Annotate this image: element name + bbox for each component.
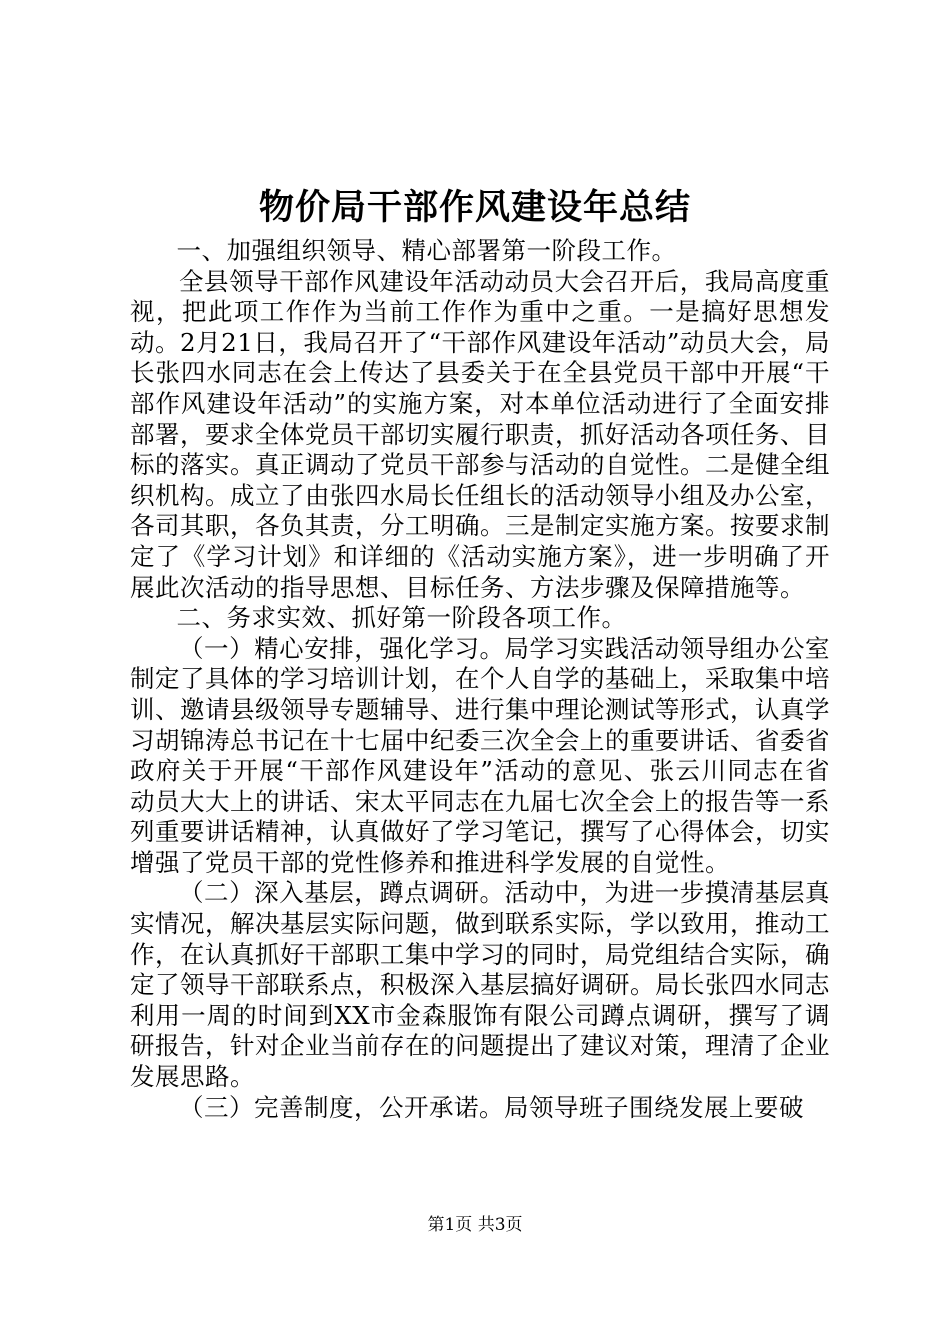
- paragraph-2: （一）精心安排，强化学习。局学习实践活动领导组办公室制定了具体的学习培训计划，在个人自学的基础上，采取集中培训、邀请县级领导专题辅导、进行集中理论测试等形式，认真学习胡锦涛总书记在十七届中纪委三次全会上的重要讲话、省委省政府关于开展“干部作风建设年”活动的意见、张云川同志在省动员大大上的讲话、宋太平同志在九届七次全会上的报告等一系列重要讲话精神，认真做好了学习笔记，撰写了心得体会，切实增强了党员干部的党性修养和推进科学发展的自觉性。: [130, 633, 830, 877]
- paragraph-4: （三）完善制度，公开承诺。局领导班子围绕发展上要破: [179, 1092, 804, 1122]
- section-heading-2: 二、务求实效、抓好第一阶段各项工作。: [176, 603, 627, 633]
- page-footer: 第1页 共3页: [427, 1215, 523, 1235]
- paragraph-3: （二）深入基层，蹲点调研。活动中，为进一步摸清基层真实情况，解决基层实际问题，做到联系实际，学以致用，推动工作，在认真抓好干部职工集中学习的同时，局党组结合实际，确定了领导干部联系点，积极深入基层搞好调研。局长张四水同志利用一周的时间到XX市金森服饰有限公司蹲点调研，撰写了调研报告，针对企业当前存在的问题提出了建议对策，理清了企业发展思路。: [130, 878, 830, 1092]
- document-body: [130, 236, 830, 1123]
- section-heading-1: 一、加强组织领导、精心部署第一阶段工作。: [176, 236, 677, 265]
- document-title: 物价局干部作风建设年总结: [258, 187, 691, 228]
- paragraph-1: 全县领导干部作风建设年活动动员大会召开后，我局高度重视，把此项工作作为当前工作作为重中之重。一是搞好思想发动。2月21日，我局召开了“干部作风建设年活动”动员大会，局长张四水同志在会上传达了县委关于在全县党员干部中开展“干部作风建设年活动”的实施方案，对本单位活动进行了全面安排部署，要求全体党员干部切实履行职责，抓好活动各项任务、目标的落实。真正调动了党员干部参与活动的自觉性。二是健全组织机构。成立了由张四水局长任组长的活动领导小组及办公室，各司其职，各负其责，分工明确。三是制定实施方案。按要求制定了《学习计划》和详细的《活动实施方案》，进一步明确了开展此次活动的指导思想、目标任务、方法步骤及保障措施等。: [130, 266, 830, 602]
